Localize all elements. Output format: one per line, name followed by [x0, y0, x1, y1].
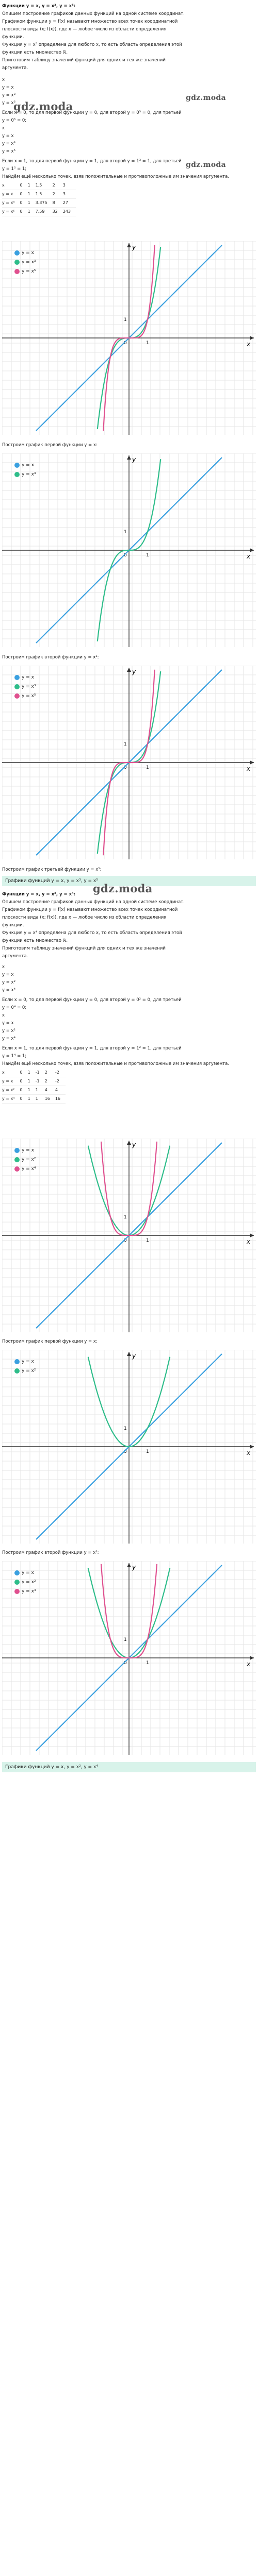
table-cell: 243: [63, 208, 76, 216]
table-row: [2, 1069, 66, 1077]
chart-5: [2, 1350, 256, 1544]
legend-label: y = x: [22, 675, 34, 680]
legend-label: y = x²: [22, 1157, 36, 1162]
part2-line: аргумента.: [2, 954, 28, 959]
table-cell: 0: [20, 1069, 27, 1077]
x-axis-label: x: [247, 1238, 251, 1245]
legend-item: [14, 267, 36, 276]
table-cell: 32: [53, 208, 63, 216]
x-axis-label: x: [247, 1449, 251, 1456]
legend-item: [14, 258, 36, 267]
chart-caption: Построим график первой функции y = x:: [2, 443, 98, 448]
chart-1: [2, 241, 256, 435]
table-cell: 0: [20, 199, 27, 208]
watermark: gdz.moda: [13, 100, 73, 113]
y-axis-label: y: [132, 1141, 136, 1148]
table-cell: 1: [28, 1095, 36, 1104]
legend-item: [14, 1587, 36, 1596]
table-row: [2, 208, 76, 216]
chart-caption: Построим график третьей функции y = x⁵:: [2, 867, 102, 872]
legend-label: y = x: [22, 250, 34, 256]
x-axis-label: x: [247, 553, 251, 560]
tick-label: 1: [146, 553, 149, 558]
y-axis-label: y: [132, 668, 136, 675]
part2-line: Графиком функции y = f(x) называют множество всех точек координатной: [2, 907, 178, 912]
tick-label: 1: [124, 530, 127, 535]
table-cell: 1: [28, 181, 36, 190]
mini-label: y = x³: [2, 93, 15, 98]
table-cell: 1.5: [36, 181, 53, 190]
legend-swatch: [14, 1570, 20, 1575]
tick-label: 1: [124, 1637, 127, 1642]
x-axis-arrow: [250, 1233, 254, 1238]
mini-label: x: [2, 1013, 5, 1018]
legend-swatch: [14, 1157, 20, 1162]
part1-line: Графиком функции y = f(x) называют множество всех точек координатной: [2, 19, 178, 24]
legend-item: [14, 248, 36, 258]
legend: [14, 461, 36, 479]
table-cell: -1: [36, 1069, 45, 1077]
table-cell: 3: [63, 190, 76, 199]
legend-item: [14, 470, 36, 479]
zero-line: Если x = 0, то для первой функции y = 0, для второй y = 0² = 0, для третьей: [2, 997, 182, 1003]
table-cell: y = x²: [2, 1086, 20, 1095]
table-cell: y = x⁵: [2, 208, 20, 216]
legend-label: y = x: [22, 1359, 34, 1364]
origin-label: 0: [124, 1238, 127, 1243]
chart-2: [2, 453, 256, 647]
table-cell: 27: [63, 199, 76, 208]
table-cell: y = x: [2, 190, 20, 199]
legend: [14, 1146, 36, 1174]
y-axis-arrow: [127, 1141, 131, 1145]
table-cell: 16: [45, 1095, 55, 1104]
part2-text: [2, 891, 256, 1107]
legend-label: y = x⁴: [22, 1166, 36, 1172]
legend-item: [14, 461, 36, 470]
table-cell: 1: [28, 199, 36, 208]
zero-line: y = 0⁴ = 0;: [2, 1005, 27, 1010]
x-axis-arrow: [250, 548, 254, 552]
chart-3: [2, 666, 256, 859]
chart-caption: Построим график второй функции y = x²:: [2, 1550, 99, 1555]
legend: [14, 1357, 36, 1376]
mini-label: x: [2, 77, 5, 82]
x-axis-arrow: [250, 1445, 254, 1449]
y-axis-arrow: [127, 668, 131, 672]
mini-label: y = x: [2, 972, 14, 977]
origin-label: 0: [124, 1660, 127, 1666]
x-axis-arrow: [250, 760, 254, 765]
summary-banner: Графики функций y = x, y = x³, y = x⁵: [2, 876, 256, 886]
values-table: [2, 1069, 66, 1104]
part1-heading: Функции y = x, y = x³, y = x⁵:: [2, 4, 76, 9]
mini-label: y = x²: [2, 980, 15, 985]
legend-item: [14, 1155, 36, 1164]
table-cell: x: [2, 181, 20, 190]
zero-line: Если x = 0, то для первой функции y = 0, для второй y = 0³ = 0, для третьей: [2, 110, 182, 115]
plot-svg: [2, 1561, 256, 1755]
table-row: [2, 1077, 66, 1086]
part2-line: Функция y = x⁴ определена для любого x, то есть область определения этой: [2, 930, 182, 936]
mini-label: y = x⁴: [2, 1036, 15, 1041]
table-cell: 0: [20, 181, 27, 190]
legend-item: [14, 1578, 36, 1587]
legend-swatch: [14, 1589, 20, 1594]
legend-swatch: [14, 693, 20, 699]
legend-swatch: [14, 1368, 20, 1374]
y-axis-arrow: [127, 455, 131, 460]
table-cell: 0: [20, 1086, 27, 1095]
mini-label: x: [2, 126, 5, 131]
y-axis-label: y: [132, 244, 136, 251]
origin-label: 0: [124, 553, 127, 558]
tick-label: 1: [124, 742, 127, 747]
table-cell: 1: [28, 208, 36, 216]
tick-label: 1: [124, 1215, 127, 1220]
mini-label: y = x²: [2, 1028, 15, 1033]
table-cell: 8: [53, 199, 63, 208]
watermark: gdz.moda: [93, 882, 153, 895]
y-axis-arrow: [127, 243, 131, 247]
mini-label: y = x⁵: [2, 149, 15, 154]
one-line: y = 1⁴ = 1;: [2, 1054, 27, 1059]
table-row: [2, 199, 76, 208]
plot-svg: [2, 1350, 256, 1544]
tick-label: 1: [124, 317, 127, 323]
part2-heading: Функции y = x, y = x², y = x⁴:: [2, 892, 76, 897]
table-intro: Найдём ещё несколько точек, взяв положительные и противоположные им значения аргумента.: [2, 1061, 230, 1066]
one-line: y = 1⁵ = 1;: [2, 166, 27, 172]
part2-line: функции есть множество ℝ.: [2, 938, 68, 943]
legend-swatch: [14, 269, 20, 274]
table-intro: Найдём ещё несколько точек, взяв положительные и противоположные им значения аргумента.: [2, 174, 230, 179]
table-cell: 1: [28, 1086, 36, 1095]
plot-svg: [2, 453, 256, 647]
table-row: [2, 190, 76, 199]
legend-item: [14, 691, 36, 701]
legend: [14, 673, 36, 701]
part1-line: Приготовим таблицу значений функций для одних и тех же значений: [2, 58, 166, 63]
table-cell: -2: [55, 1069, 66, 1077]
legend-label: y = x²: [22, 1368, 36, 1374]
table-cell: y = x⁴: [2, 1095, 20, 1104]
legend-item: [14, 1164, 36, 1174]
part2-line: плоскости вида (x; f(x)), где x — любое число из области определения: [2, 915, 167, 920]
values-table: [2, 181, 76, 216]
table-cell: 3: [63, 181, 76, 190]
x-axis-arrow: [250, 336, 254, 340]
part2-line: Опишем построение графиков данных функций на одной системе координат.: [2, 900, 185, 905]
one-line: Если x = 1, то для первой функции y = 1, для второй y = 1² = 1, для третьей: [2, 1046, 182, 1051]
part2-line: Приготовим таблицу значений функций для одних и тех же значений: [2, 946, 166, 951]
table-row: [2, 181, 76, 190]
part1-line: аргумента.: [2, 65, 28, 71]
x-axis-arrow: [250, 1656, 254, 1660]
table-cell: 3.375: [36, 199, 53, 208]
legend-item: [14, 682, 36, 691]
tick-label: 1: [146, 341, 149, 346]
legend-item: [14, 1357, 36, 1366]
legend-swatch: [14, 260, 20, 265]
legend-swatch: [14, 684, 20, 689]
part1-line: функции.: [2, 35, 24, 40]
table-cell: 1.5: [36, 190, 53, 199]
legend: [14, 248, 36, 276]
table-row: [2, 1086, 66, 1095]
legend: [14, 1568, 36, 1596]
x-axis-label: x: [247, 341, 251, 348]
mini-label: y = x³: [2, 141, 15, 146]
tick-label: 1: [146, 1449, 149, 1454]
mini-label: y = x: [2, 133, 14, 139]
chart-4: [2, 1139, 256, 1332]
table-cell: 0: [20, 208, 27, 216]
table-cell: -2: [55, 1077, 66, 1086]
legend-label: y = x: [22, 1570, 34, 1575]
origin-label: 0: [124, 341, 127, 346]
summary-banner: Графики функций y = x, y = x², y = x⁴: [2, 1762, 256, 1772]
table-cell: 2: [53, 181, 63, 190]
table-cell: 2: [45, 1077, 55, 1086]
chart-caption: Построим график второй функции y = x³:: [2, 655, 99, 660]
table-cell: 1: [28, 1069, 36, 1077]
y-axis-label: y: [132, 1352, 136, 1360]
one-line: Если x = 1, то для первой функции y = 1, для второй y = 1³ = 1, для третьей: [2, 159, 182, 164]
mini-label: y = x⁴: [2, 988, 15, 993]
mini-label: y = x: [2, 85, 14, 90]
legend-label: y = x³: [22, 472, 36, 477]
table-cell: 7.59: [36, 208, 53, 216]
legend-swatch: [14, 472, 20, 477]
table-cell: 2: [53, 190, 63, 199]
table-cell: 1: [28, 1077, 36, 1086]
legend-swatch: [14, 250, 20, 256]
legend-swatch: [14, 1359, 20, 1364]
table-cell: 4: [45, 1086, 55, 1095]
table-cell: 4: [55, 1086, 66, 1095]
legend-item: [14, 1568, 36, 1578]
y-axis-arrow: [127, 1352, 131, 1356]
legend-swatch: [14, 1580, 20, 1585]
plot-svg: [2, 666, 256, 859]
legend-label: y = x⁴: [22, 1589, 36, 1594]
tick-label: 1: [146, 765, 149, 770]
legend-label: y = x⁵: [22, 693, 36, 699]
table-cell: 1: [36, 1086, 45, 1095]
zero-line: y = 0⁵ = 0;: [2, 118, 27, 123]
legend-label: y = x³: [22, 684, 36, 689]
table-cell: y = x: [2, 1077, 20, 1086]
legend-swatch: [14, 463, 20, 468]
legend-swatch: [14, 1166, 20, 1172]
tick-label: 1: [124, 1426, 127, 1431]
part1-line: Функция y = x⁵ определена для любого x, то есть область определения этой: [2, 42, 182, 47]
table-row: [2, 1095, 66, 1104]
origin-label: 0: [124, 765, 127, 770]
tick-label: 1: [146, 1660, 149, 1666]
table-cell: x: [2, 1069, 20, 1077]
legend-swatch: [14, 1148, 20, 1153]
origin-label: 0: [124, 1449, 127, 1454]
mini-label: y = x: [2, 1021, 14, 1026]
table-cell: 16: [55, 1095, 66, 1104]
chart-6: [2, 1561, 256, 1755]
legend-item: [14, 1366, 36, 1376]
mini-label: x: [2, 964, 5, 970]
y-axis-label: y: [132, 456, 136, 463]
watermark: gdz.moda: [186, 161, 226, 169]
table-cell: 0: [20, 1077, 27, 1086]
plot-svg: [2, 1139, 256, 1332]
part1-line: Опишем построение графиков данных функций на одной системе координат.: [2, 11, 185, 16]
legend-swatch: [14, 675, 20, 680]
legend-label: y = x⁵: [22, 269, 36, 274]
table-cell: 1: [36, 1095, 45, 1104]
legend-label: y = x: [22, 1148, 34, 1153]
table-cell: -1: [36, 1077, 45, 1086]
legend-label: y = x: [22, 463, 34, 468]
legend-label: y = x³: [22, 260, 36, 265]
watermark: gdz.moda: [186, 94, 226, 102]
part1-line: функции есть множество ℝ.: [2, 50, 68, 55]
legend-label: y = x²: [22, 1580, 36, 1585]
x-axis-label: x: [247, 1660, 251, 1668]
legend-item: [14, 1146, 36, 1155]
legend-item: [14, 673, 36, 682]
mini-label: y = x⁵: [2, 100, 15, 106]
table-cell: 1: [28, 190, 36, 199]
table-cell: 2: [45, 1069, 55, 1077]
y-axis-arrow: [127, 1563, 131, 1567]
part1-line: плоскости вида (x; f(x)), где x — любое число из области определения: [2, 27, 167, 32]
table-cell: 0: [20, 1095, 27, 1104]
x-axis-label: x: [247, 765, 251, 772]
y-axis-label: y: [132, 1564, 136, 1571]
table-cell: y = x³: [2, 199, 20, 208]
chart-caption: Построим график первой функции y = x:: [2, 1339, 98, 1344]
part2-line: функции.: [2, 923, 24, 928]
plot-svg: [2, 241, 256, 435]
tick-label: 1: [146, 1238, 149, 1243]
table-cell: 0: [20, 190, 27, 199]
